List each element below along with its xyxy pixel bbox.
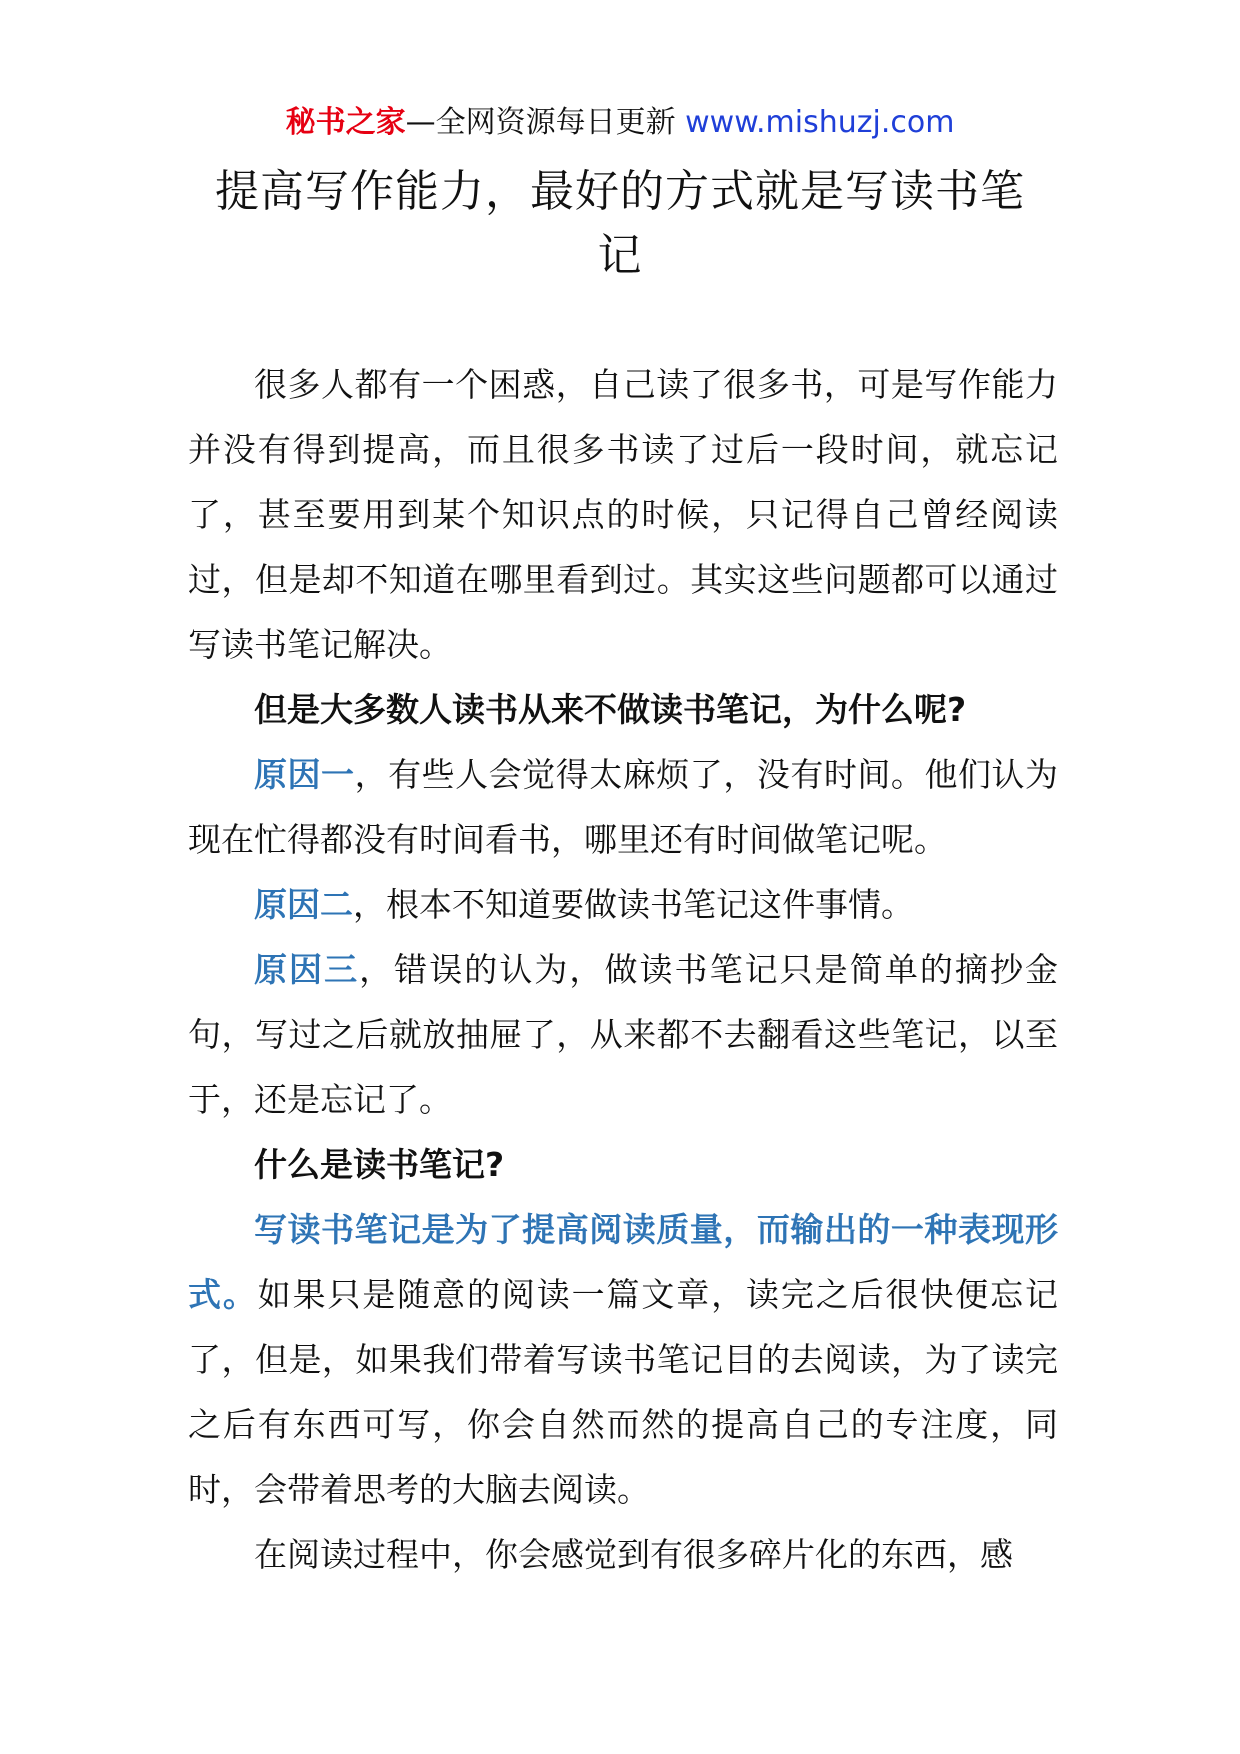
article-title: 提高写作能力，最好的方式就是写读书笔记: [215, 166, 1025, 281]
reason-1-label: 原因一: [254, 755, 355, 794]
reason-1-text: ，有些人会觉得太麻烦了，没有时间。他们认为现在忙得都没有时间看书，哪里还有时间做笔记呢。: [188, 755, 1059, 859]
definition-paragraph: [188, 1197, 1058, 1522]
definition-text: 如果只是随意的阅读一篇文章，读完之后很快便忘记了，但是，如果我们带着写读书笔记目的去阅读，为了读完之后有东西可写，你会自然而然的提高自己的专注度，同时，会带着思考的大脑去阅读。: [188, 1275, 1058, 1509]
reason-3-text: ，错误的认为，做读书笔记只是简单的摘抄金句，写过之后就放抽屉了，从来都不去翻看这些笔记，以至于，还是忘记了。: [188, 950, 1059, 1119]
reason-2-paragraph: [188, 872, 1058, 937]
question-heading-why: 但是大多数人读书从来不做读书笔记，为什么呢?: [254, 690, 967, 729]
intro-paragraph: 很多人都有一个困惑，自己读了很多书，可是写作能力并没有得到提高，而且很多书读了过后一段时间，就忘记了，甚至要用到某个知识点的时候，只记得自己曾经阅读过，但是却不知道在哪里看到过。其实这些问题都可以通过写读书笔记解决。: [188, 365, 1058, 664]
question-heading-what: 什么是读书笔记?: [254, 1145, 505, 1184]
definition-highlight: 写读书笔记是为了提高阅读质量，而输出的一种表现形式。: [188, 1210, 1058, 1314]
brand-name: 秘书之家: [285, 105, 406, 140]
reason-1-paragraph: [188, 742, 1058, 872]
reason-2-text: ，根本不知道要做读书笔记这件事情。: [353, 885, 914, 924]
site-url-link[interactable]: www.mishuzj.com: [685, 105, 955, 140]
article-body: [188, 352, 1058, 1587]
last-paragraph: 在阅读过程中，你会感觉到有很多碎片化的东西，感: [254, 1535, 1013, 1574]
site-slogan: —全网资源每日更新: [405, 105, 676, 140]
reason-2-label: 原因二: [254, 885, 353, 924]
reason-3-paragraph: [188, 937, 1058, 1132]
reason-3-label: 原因三: [254, 950, 360, 989]
site-header: [0, 100, 1240, 146]
